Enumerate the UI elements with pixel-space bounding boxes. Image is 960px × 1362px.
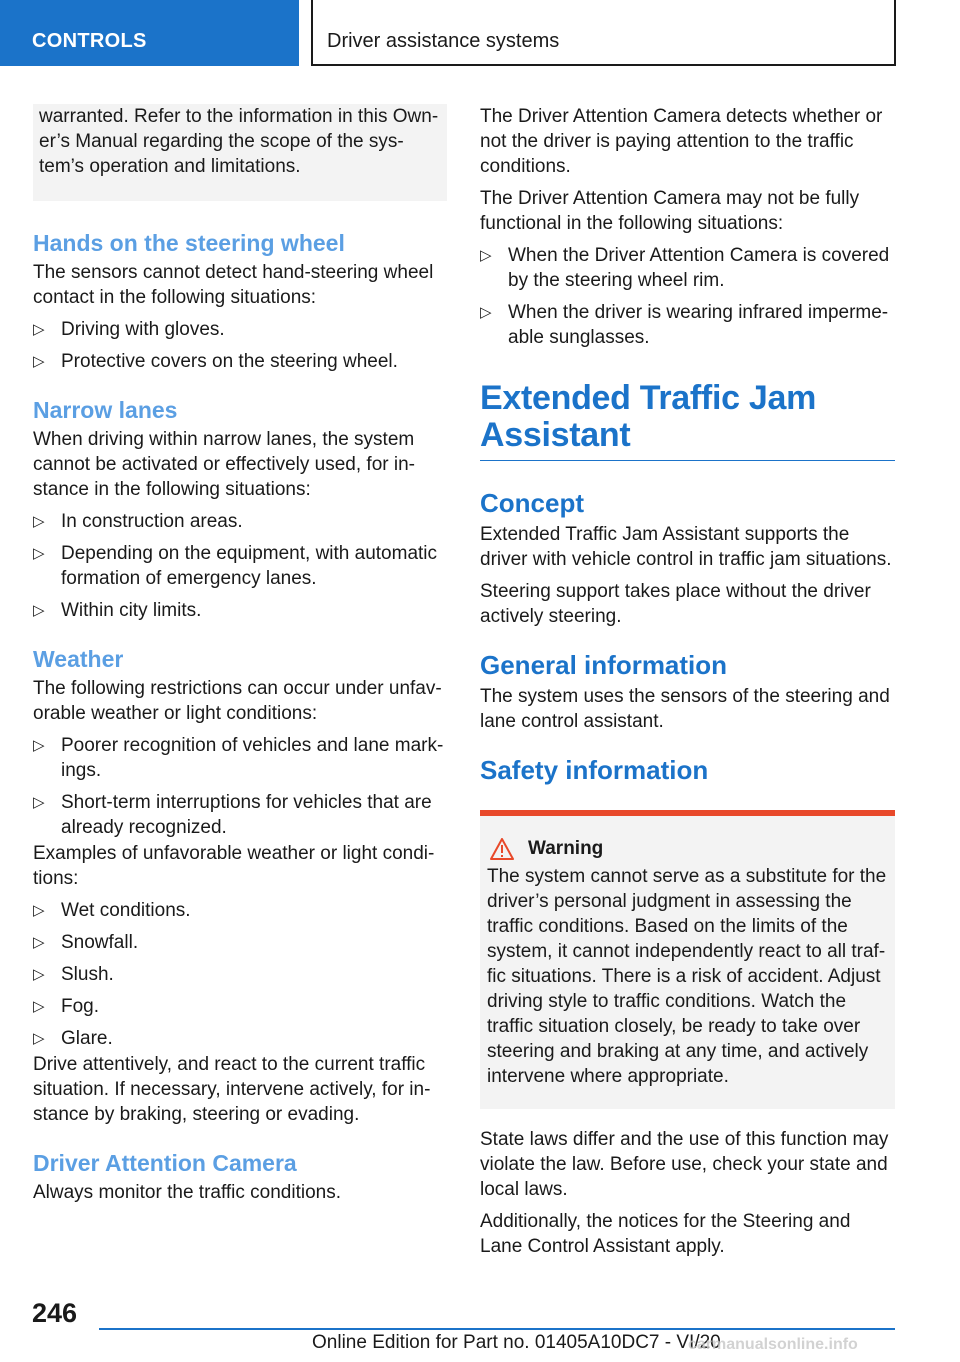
triangle-bullet-icon <box>33 733 53 758</box>
warning-triangle-icon <box>490 838 514 860</box>
intro-note-box <box>33 104 447 201</box>
narrow-text: When driving within narrow lanes, the system cannot be activated or effectively used, for in‐stance in the following situations: <box>33 429 415 500</box>
list-item: ▷ Wet conditions. <box>33 898 447 923</box>
general-text: The system uses the sensors of the steering and lane control assistant. <box>480 686 890 732</box>
warning-box <box>480 810 895 1109</box>
weather-list <box>33 733 447 840</box>
header-section-tab <box>0 0 299 66</box>
heading-safety-information: Safety information <box>480 755 709 785</box>
heading-general-information: General information <box>480 650 728 680</box>
triangle-bullet-icon <box>33 1026 53 1051</box>
triangle-bullet-icon <box>480 243 500 268</box>
triangle-bullet-icon <box>33 541 53 566</box>
triangle-bullet-icon <box>33 349 53 374</box>
footer-divider <box>99 1328 895 1330</box>
heading-narrow-lanes: Narrow lanes <box>33 397 178 423</box>
list-item: ▷ Fog. <box>33 994 447 1019</box>
page-number: 246 <box>32 1298 78 1328</box>
triangle-bullet-icon <box>33 598 53 623</box>
intro-note-text: warranted. Refer to the information in this Own‐er’s Manual regarding the scope of the sys‐tem’s operation and limitations. <box>39 106 439 177</box>
list-item: ▷ Within city limits. <box>33 598 447 623</box>
list-item: ▷ Slush. <box>33 962 447 987</box>
triangle-bullet-icon <box>33 962 53 987</box>
list-item: ▷ In construction areas. <box>33 509 447 534</box>
heading-hands-on-wheel: Hands on the steering wheel <box>33 230 345 256</box>
list-item: ▷ Glare. <box>33 1026 447 1051</box>
hands-list <box>33 317 447 374</box>
list-item: ▷ Driving with gloves. <box>33 317 447 342</box>
list-item: ▷ Depending on the equipment, with automatic formation of emergency lanes. <box>33 541 447 591</box>
left-column <box>33 104 447 1212</box>
watermark-text: carmanualsonline.info <box>688 1336 858 1353</box>
narrow-list <box>33 509 447 623</box>
concept-text-2: Steering support takes place without the driver actively steering. <box>480 581 871 627</box>
heading-weather: Weather <box>33 646 124 672</box>
warning-title: Warning <box>528 838 604 859</box>
heading-concept: Concept <box>480 488 584 518</box>
triangle-bullet-icon <box>33 317 53 342</box>
header-chapter-box <box>311 0 896 66</box>
edition-text: Online Edition for Part no. 01405A10DC7 - VI/20 <box>312 1332 721 1353</box>
list-item: ▷ Short-term interruptions for vehicles that are already recognized. <box>33 790 447 840</box>
camera-text-2: The Driver Attention Camera may not be fully functional in the following situations: <box>480 188 860 234</box>
section-title-extended-traffic-jam: Extended Traffic Jam Assistant <box>480 380 895 461</box>
triangle-bullet-icon <box>33 790 53 815</box>
triangle-bullet-icon <box>33 509 53 534</box>
list-item: ▷ When the Driver Attention Camera is covered by the steering wheel rim. <box>480 243 895 293</box>
heading-driver-attention-camera: Driver Attention Camera <box>33 1150 297 1176</box>
list-item: ▷ Snowfall. <box>33 930 447 955</box>
camera-list <box>480 243 895 350</box>
triangle-bullet-icon <box>33 898 53 923</box>
camera-text-1: The Driver Attention Camera detects whether or not the driver is paying attention to the traffic conditions. <box>480 106 883 177</box>
weather-examples-list <box>33 898 447 1051</box>
header-chapter-label: Driver assistance systems <box>327 30 560 52</box>
weather-examples-text: Examples of unfavorable weather or light condi‐tions: <box>33 843 435 889</box>
concept-text-1: Extended Traffic Jam Assistant supports the driver with vehicle control in traffic jam situations. <box>480 524 892 570</box>
hands-text: The sensors cannot detect hand-steering wheel contact in the following situations: <box>33 262 434 308</box>
warning-header <box>487 838 889 860</box>
safety-text-2: Additionally, the notices for the Steering and Lane Control Assistant apply. <box>480 1211 851 1257</box>
safety-text-1: State laws differ and the use of this function may violate the law. Before use, check your state and local laws. <box>480 1129 889 1200</box>
list-item: ▷ Protective covers on the steering wheel. <box>33 349 447 374</box>
triangle-bullet-icon <box>33 994 53 1019</box>
weather-text: The following restrictions can occur under unfav‐orable weather or light conditions: <box>33 678 442 724</box>
triangle-bullet-icon <box>33 930 53 955</box>
weather-closing-text: Drive attentively, and react to the current traffic situation. If necessary, intervene actively, for in‐stance by braking, steering or evading. <box>33 1054 431 1125</box>
triangle-bullet-icon <box>480 300 500 325</box>
header-section-label: CONTROLS <box>32 30 147 52</box>
right-column <box>480 104 895 1266</box>
list-item: ▷ When the driver is wearing infrared imperme‐able sunglasses. <box>480 300 895 350</box>
warning-text: The system cannot serve as a substitute for the driver’s personal judgment in assessing the traffic conditions. Based on the limits of the system, it cannot independently react to all traf‐fic situations. There is a risk of accident. Adjust driving style to traffic conditions. Watch the traffic situation closely, be ready to take over steering and braking at any time, and actively intervene where appropriate. <box>487 866 887 1087</box>
list-item: ▷ Poorer recognition of vehicles and lane mark‐ings. <box>33 733 447 783</box>
camera-text-left: Always monitor the traffic conditions. <box>33 1182 342 1203</box>
